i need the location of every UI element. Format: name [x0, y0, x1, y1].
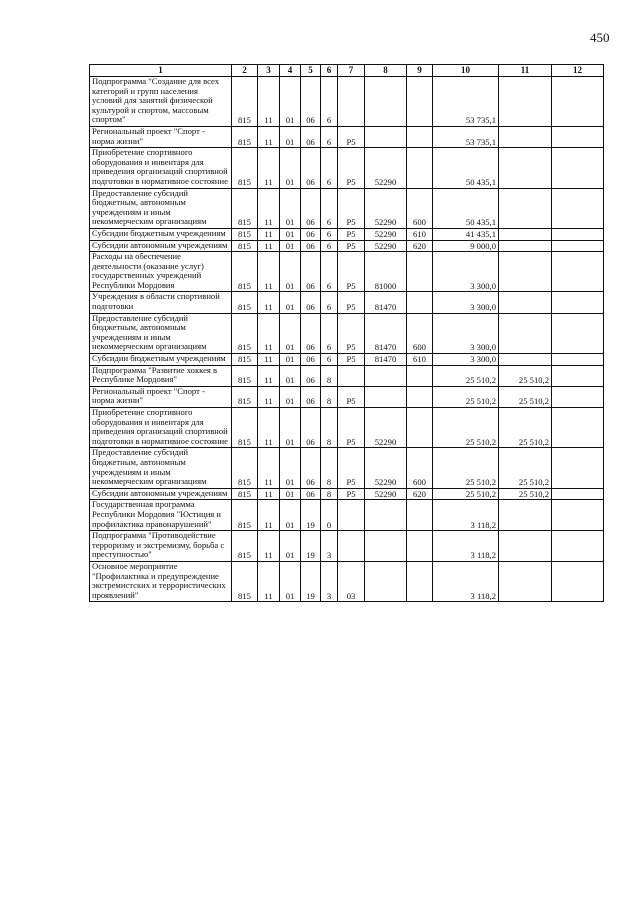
- table-row: [90, 500, 604, 531]
- cell-section: 11: [258, 228, 280, 240]
- cell-direction: 81000: [365, 252, 407, 292]
- cell-program: 06: [301, 148, 321, 188]
- cell-amount: 53 735,1: [433, 77, 499, 127]
- cell-expense-type: 600: [407, 188, 433, 228]
- cell-amount: 25 510,2: [433, 448, 499, 488]
- cell-expense-type: [407, 500, 433, 531]
- cell-subsection: 01: [280, 313, 301, 353]
- cell-subprogram: 8: [321, 408, 338, 448]
- cell-direction: [365, 126, 407, 147]
- col-header: 10: [433, 65, 499, 77]
- cell-subprogram: 8: [321, 488, 338, 500]
- cell-program: 19: [301, 531, 321, 562]
- cell-admin-code: 815: [232, 365, 258, 386]
- cell-admin-code: 815: [232, 408, 258, 448]
- cell-amount-2: [499, 561, 552, 601]
- cell-subsection: 01: [280, 354, 301, 366]
- cell-section: 11: [258, 77, 280, 127]
- cell-direction: [365, 77, 407, 127]
- cell-program: 06: [301, 126, 321, 147]
- cell-section: 11: [258, 126, 280, 147]
- cell-amount-2: [499, 292, 552, 313]
- cell-expense-type: [407, 252, 433, 292]
- cell-amount: 50 435,1: [433, 148, 499, 188]
- cell-direction: 81470: [365, 292, 407, 313]
- row-name: Предоставление субсидий бюджетным, автономным учреждениям и иным некоммерческим организациям: [90, 313, 232, 353]
- cell-program: 06: [301, 240, 321, 252]
- cell-subsection: 01: [280, 408, 301, 448]
- cell-program: 06: [301, 292, 321, 313]
- col-header: 5: [301, 65, 321, 77]
- cell-direction: 81470: [365, 313, 407, 353]
- cell-subprogram: 6: [321, 148, 338, 188]
- cell-project: [338, 365, 365, 386]
- cell-amount-2: [499, 228, 552, 240]
- cell-expense-type: [407, 292, 433, 313]
- cell-admin-code: 815: [232, 292, 258, 313]
- cell-program: 19: [301, 561, 321, 601]
- cell-subprogram: 3: [321, 561, 338, 601]
- cell-direction: 52290: [365, 488, 407, 500]
- cell-project: P5: [338, 240, 365, 252]
- cell-expense-type: [407, 386, 433, 407]
- col-header: 12: [552, 65, 604, 77]
- cell-amount-2: 25 510,2: [499, 488, 552, 500]
- cell-amount-3: [552, 148, 604, 188]
- cell-direction: [365, 531, 407, 562]
- cell-amount-3: [552, 252, 604, 292]
- row-name: Подпрограмма "Создание для всех категорий и групп населения условий для занятий физической культурой и спортом, массовым спортом": [90, 77, 232, 127]
- cell-amount: 50 435,1: [433, 188, 499, 228]
- cell-direction: 52290: [365, 240, 407, 252]
- cell-expense-type: 610: [407, 228, 433, 240]
- cell-project: P5: [338, 448, 365, 488]
- table-row: [90, 313, 604, 353]
- cell-expense-type: [407, 561, 433, 601]
- cell-section: 11: [258, 365, 280, 386]
- cell-amount-2: [499, 313, 552, 353]
- cell-section: 11: [258, 386, 280, 407]
- cell-section: 11: [258, 354, 280, 366]
- col-header: 2: [232, 65, 258, 77]
- row-name: Приобретение спортивного оборудования и инвентаря для приведения организаций спортивной подготовки в нормативное состояние: [90, 148, 232, 188]
- cell-amount-3: [552, 531, 604, 562]
- cell-subsection: 01: [280, 561, 301, 601]
- cell-amount-2: [499, 240, 552, 252]
- cell-section: 11: [258, 188, 280, 228]
- row-name: Региональный проект "Спорт - норма жизни": [90, 386, 232, 407]
- cell-program: 06: [301, 365, 321, 386]
- col-header: 1: [90, 65, 232, 77]
- col-header: 11: [499, 65, 552, 77]
- cell-direction: 52290: [365, 228, 407, 240]
- cell-admin-code: 815: [232, 386, 258, 407]
- cell-amount-3: [552, 188, 604, 228]
- cell-admin-code: 815: [232, 188, 258, 228]
- cell-subsection: 01: [280, 488, 301, 500]
- cell-program: 06: [301, 386, 321, 407]
- cell-program: 19: [301, 500, 321, 531]
- cell-amount: 3 118,2: [433, 500, 499, 531]
- cell-admin-code: 815: [232, 240, 258, 252]
- col-header: 8: [365, 65, 407, 77]
- cell-subsection: 01: [280, 500, 301, 531]
- row-name: Подпрограмма "Противодействие терроризму и экстремизму, борьба с преступностью": [90, 531, 232, 562]
- cell-amount: 9 000,0: [433, 240, 499, 252]
- cell-amount: 3 300,0: [433, 313, 499, 353]
- cell-section: 11: [258, 561, 280, 601]
- cell-direction: 52290: [365, 188, 407, 228]
- cell-section: 11: [258, 448, 280, 488]
- cell-subprogram: 0: [321, 500, 338, 531]
- cell-expense-type: 620: [407, 488, 433, 500]
- cell-project: [338, 500, 365, 531]
- cell-admin-code: 815: [232, 313, 258, 353]
- cell-subprogram: 6: [321, 240, 338, 252]
- table-row: [90, 228, 604, 240]
- cell-program: 06: [301, 188, 321, 228]
- cell-amount: 3 300,0: [433, 292, 499, 313]
- cell-amount: 25 510,2: [433, 365, 499, 386]
- cell-amount-2: [499, 188, 552, 228]
- cell-subprogram: 6: [321, 228, 338, 240]
- cell-project: P5: [338, 313, 365, 353]
- row-name: Предоставление субсидий бюджетным, автономным учреждениям и иным некоммерческим организациям: [90, 188, 232, 228]
- cell-admin-code: 815: [232, 500, 258, 531]
- cell-amount-2: [499, 126, 552, 147]
- cell-expense-type: [407, 365, 433, 386]
- cell-admin-code: 815: [232, 126, 258, 147]
- row-name: Расходы на обеспечение деятельности (оказание услуг) государственных учреждений Республики Мордовия: [90, 252, 232, 292]
- cell-amount: 25 510,2: [433, 488, 499, 500]
- cell-subprogram: 3: [321, 531, 338, 562]
- cell-amount-2: [499, 148, 552, 188]
- cell-admin-code: 815: [232, 228, 258, 240]
- cell-project: P5: [338, 252, 365, 292]
- cell-amount-3: [552, 354, 604, 366]
- cell-expense-type: [407, 148, 433, 188]
- cell-direction: 52290: [365, 448, 407, 488]
- cell-amount: 3 300,0: [433, 252, 499, 292]
- table-row: [90, 488, 604, 500]
- col-header: 7: [338, 65, 365, 77]
- cell-amount-3: [552, 408, 604, 448]
- cell-section: 11: [258, 531, 280, 562]
- header-row: [90, 65, 604, 77]
- cell-amount-3: [552, 126, 604, 147]
- cell-project: P5: [338, 488, 365, 500]
- cell-subsection: 01: [280, 188, 301, 228]
- cell-direction: [365, 386, 407, 407]
- cell-admin-code: 815: [232, 77, 258, 127]
- cell-direction: 81470: [365, 354, 407, 366]
- row-name: Субсидии бюджетным учреждениям: [90, 228, 232, 240]
- cell-program: 06: [301, 252, 321, 292]
- cell-subprogram: 8: [321, 448, 338, 488]
- cell-subprogram: 8: [321, 365, 338, 386]
- cell-program: 06: [301, 228, 321, 240]
- row-name: Предоставление субсидий бюджетным, автономным учреждениям и иным некоммерческим организациям: [90, 448, 232, 488]
- cell-section: 11: [258, 313, 280, 353]
- cell-expense-type: 600: [407, 313, 433, 353]
- table-row: [90, 188, 604, 228]
- col-header: 9: [407, 65, 433, 77]
- table-row: [90, 531, 604, 562]
- cell-amount-2: 25 510,2: [499, 386, 552, 407]
- table-row: [90, 148, 604, 188]
- cell-direction: [365, 365, 407, 386]
- cell-amount: 3 118,2: [433, 561, 499, 601]
- cell-section: 11: [258, 292, 280, 313]
- col-header: 6: [321, 65, 338, 77]
- cell-direction: 52290: [365, 148, 407, 188]
- cell-direction: [365, 561, 407, 601]
- cell-section: 11: [258, 500, 280, 531]
- cell-subprogram: 6: [321, 354, 338, 366]
- cell-program: 06: [301, 488, 321, 500]
- cell-project: 03: [338, 561, 365, 601]
- cell-subprogram: 6: [321, 188, 338, 228]
- cell-expense-type: 620: [407, 240, 433, 252]
- table-row: [90, 561, 604, 601]
- cell-amount-3: [552, 292, 604, 313]
- cell-amount-3: [552, 313, 604, 353]
- cell-direction: [365, 500, 407, 531]
- cell-amount-2: [499, 500, 552, 531]
- cell-subsection: 01: [280, 126, 301, 147]
- cell-subprogram: 6: [321, 77, 338, 127]
- table-row: [90, 386, 604, 407]
- cell-project: P5: [338, 354, 365, 366]
- cell-subprogram: 6: [321, 252, 338, 292]
- cell-subsection: 01: [280, 77, 301, 127]
- cell-program: 06: [301, 408, 321, 448]
- cell-project: [338, 531, 365, 562]
- cell-amount: 25 510,2: [433, 408, 499, 448]
- cell-admin-code: 815: [232, 354, 258, 366]
- cell-subsection: 01: [280, 386, 301, 407]
- cell-amount-2: 25 510,2: [499, 448, 552, 488]
- cell-project: [338, 77, 365, 127]
- cell-amount-3: [552, 561, 604, 601]
- table-row: [90, 448, 604, 488]
- cell-subsection: 01: [280, 240, 301, 252]
- table-row: [90, 408, 604, 448]
- cell-section: 11: [258, 148, 280, 188]
- cell-amount: 3 118,2: [433, 531, 499, 562]
- cell-admin-code: 815: [232, 531, 258, 562]
- row-name: Субсидии бюджетным учреждениям: [90, 354, 232, 366]
- cell-project: P5: [338, 188, 365, 228]
- budget-table: [89, 64, 604, 602]
- cell-expense-type: [407, 126, 433, 147]
- cell-program: 06: [301, 354, 321, 366]
- cell-amount: 25 510,2: [433, 386, 499, 407]
- cell-subsection: 01: [280, 365, 301, 386]
- cell-admin-code: 815: [232, 148, 258, 188]
- cell-admin-code: 815: [232, 561, 258, 601]
- cell-amount-2: [499, 252, 552, 292]
- table-row: [90, 126, 604, 147]
- table-row: [90, 292, 604, 313]
- row-name: Подпрограмма "Развитие хоккея в Республике Мордовия": [90, 365, 232, 386]
- cell-admin-code: 815: [232, 488, 258, 500]
- cell-direction: 52290: [365, 408, 407, 448]
- cell-amount-2: [499, 77, 552, 127]
- col-header: 3: [258, 65, 280, 77]
- cell-program: 06: [301, 313, 321, 353]
- cell-subsection: 01: [280, 531, 301, 562]
- cell-amount-2: 25 510,2: [499, 365, 552, 386]
- row-name: Государственная программа Республики Мордовия "Юстиция и профилактика правонарушений": [90, 500, 232, 531]
- cell-project: P5: [338, 408, 365, 448]
- cell-expense-type: 600: [407, 448, 433, 488]
- cell-amount-3: [552, 365, 604, 386]
- cell-subprogram: 8: [321, 386, 338, 407]
- cell-section: 11: [258, 240, 280, 252]
- cell-expense-type: [407, 408, 433, 448]
- table-row: [90, 252, 604, 292]
- cell-project: P5: [338, 148, 365, 188]
- cell-amount-3: [552, 77, 604, 127]
- cell-section: 11: [258, 252, 280, 292]
- cell-expense-type: 610: [407, 354, 433, 366]
- cell-subsection: 01: [280, 292, 301, 313]
- cell-subsection: 01: [280, 228, 301, 240]
- cell-subsection: 01: [280, 448, 301, 488]
- col-header: 4: [280, 65, 301, 77]
- cell-expense-type: [407, 77, 433, 127]
- cell-amount-3: [552, 228, 604, 240]
- cell-amount-2: [499, 354, 552, 366]
- cell-subsection: 01: [280, 148, 301, 188]
- cell-amount-3: [552, 386, 604, 407]
- cell-subprogram: 6: [321, 313, 338, 353]
- cell-project: P5: [338, 228, 365, 240]
- cell-subsection: 01: [280, 252, 301, 292]
- cell-amount: 3 300,0: [433, 354, 499, 366]
- cell-admin-code: 815: [232, 252, 258, 292]
- cell-amount-3: [552, 488, 604, 500]
- row-name: Субсидии автономным учреждениям: [90, 488, 232, 500]
- row-name: Приобретение спортивного оборудования и инвентаря для приведения организаций спортивной подготовки в нормативное состояние: [90, 408, 232, 448]
- row-name: Основное мероприятие "Профилактика и предупреждение экстремистских и террористических проявлений": [90, 561, 232, 601]
- table-row: [90, 354, 604, 366]
- cell-project: P5: [338, 292, 365, 313]
- cell-subprogram: 6: [321, 292, 338, 313]
- cell-program: 06: [301, 448, 321, 488]
- cell-section: 11: [258, 488, 280, 500]
- cell-amount-2: [499, 531, 552, 562]
- table-row: [90, 365, 604, 386]
- cell-amount-2: 25 510,2: [499, 408, 552, 448]
- cell-amount: 41 435,1: [433, 228, 499, 240]
- cell-subprogram: 6: [321, 126, 338, 147]
- table-row: [90, 240, 604, 252]
- cell-section: 11: [258, 408, 280, 448]
- row-name: Субсидии автономным учреждениям: [90, 240, 232, 252]
- cell-admin-code: 815: [232, 448, 258, 488]
- cell-program: 06: [301, 77, 321, 127]
- cell-amount-3: [552, 500, 604, 531]
- cell-amount-3: [552, 240, 604, 252]
- row-name: Региональный проект "Спорт - норма жизни": [90, 126, 232, 147]
- table-body: [90, 77, 604, 602]
- page-number: 450: [590, 30, 610, 45]
- cell-expense-type: [407, 531, 433, 562]
- cell-project: P5: [338, 126, 365, 147]
- cell-amount: 53 735,1: [433, 126, 499, 147]
- row-name: Учреждения в области спортивной подготовки: [90, 292, 232, 313]
- cell-project: P5: [338, 386, 365, 407]
- table-row: [90, 77, 604, 127]
- cell-amount-3: [552, 448, 604, 488]
